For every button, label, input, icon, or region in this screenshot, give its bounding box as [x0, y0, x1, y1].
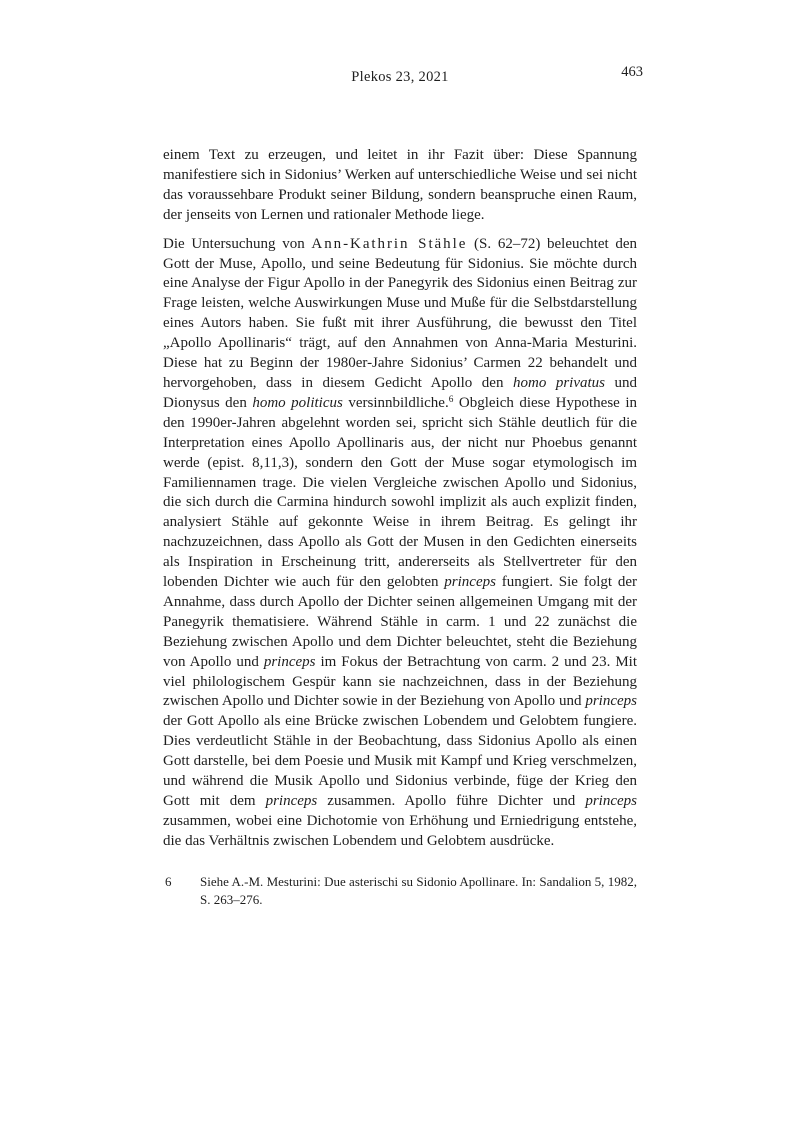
latin-term: princeps [265, 793, 318, 809]
body-text: einem Text zu erzeugen, und leitet in ihr Fazit über: Diese Spannung manifestiere sich in Sidonius’ Werken auf unterschiedliche Weise und sei nicht das voraussehbare Produkt seiner Bildung, sondern beanspruche einen Raum, der jenseits von Lernen und rationaler Methode liege. [163, 147, 637, 223]
body-text: fungiert. Sie folgt der Annahme, dass durch Apollo der Dichter seinen allgemeinen Umgang mit der Panegyrik thematisiere. Während Stähle in carm. 1 und 22 zunächst die Beziehung zwischen Apollo und dem Dichter beleuchtet, steht die Beziehung von Apollo und [163, 574, 638, 670]
body-text: Obgleich diese Hypothese in den 1990er-Jahren abgelehnt worden sei, spricht sich Stähle deutlich für die Interpretation eines Apollo Apollinaris aus, der nicht nur Phoebus genannt werde (epist. 8,11,3), sondern den Gott der Muse sogar etymologisch im Familiennamen trage. Die vielen Vergleiche zwischen Apollo und Sidonius, die sich durch die Carmina hindurch sowohl implizit als auch explizit finden, analysiert Stähle auf gekonnte Weise in ihrem Beitrag. Es gelingt ihr nachzuzeichnen, dass Apollo als Gott der Musen in den Gedichten einerseits als Inspiration in Erscheinung tritt, andererseits als Stellvertreter für den lobenden Dichter wie auch für den gelobten [163, 394, 637, 591]
author-name: Ann-Kathrin Stähle [311, 235, 468, 252]
paragraphs [163, 146, 637, 852]
running-header [163, 64, 643, 86]
body-text: zusammen. Apollo führe Dichter und [317, 793, 586, 809]
latin-term: homo privatus [512, 374, 605, 391]
footnote-reference: 6 [448, 394, 454, 405]
latin-term: princeps [263, 653, 316, 670]
page-number: 463 [621, 64, 643, 80]
latin-term: homo politicus [252, 394, 343, 411]
body-text: der Gott Apollo als eine Brücke zwischen Lobendem und Gelobtem fungiere. Dies verdeutlicht Stähle in der Beobachtung, dass Sidonius Apollo als einen Gott darstelle, bei dem Poesie und Musik mit Kampf und Krieg verschmelzen, und während die Musik Apollo und Sidonius verbinde, füge der Krieg den Gott mit dem [163, 713, 637, 809]
latin-term: princeps [585, 693, 637, 710]
latin-term: princeps [444, 574, 496, 591]
footnote [163, 873, 637, 908]
body-text: und Dionysus den [163, 374, 638, 411]
paragraph [163, 146, 637, 226]
body-text: versinnbildliche. [342, 394, 449, 411]
body-text: zusammen, wobei eine Dichotomie von Erhöhung und Erniedrigung entstehe, die das Verhältnis zwischen Lobendem und Gelobtem ausdrücke. [163, 812, 637, 849]
footnote-text: Siehe A.-M. Mesturini: Due asterischi su Sidonio Apollinare. In: Sandalion 5, 1982, S. 263–276. [200, 874, 637, 907]
paragraph [163, 235, 637, 852]
footnote-number: 6 [165, 874, 172, 889]
body-text: (S. 62–72) beleuchtet den Gott der Muse, Apollo, und seine Bedeutung für Sidonius. Sie möchte durch eine Analyse der Figur Apollo in der Panegyrik des Sidonius einen Beitrag zur Frage leisten, welche Auswirkungen Muse und Muße für die Selbstdarstellung eines Autors haben. Sie fußt mit ihrer Ausführung, die bewusst den Titel „Apollo Apollinaris“ trägt, auf den Annahmen von Anna-Maria Mesturini. Diese hat zu Beginn der 1980er-Jahre Sidonius’ Carmen 22 behandelt und hervorgehoben, dass in diesem Gedicht Apollo den [163, 235, 637, 391]
body-text: im Fokus der Betrachtung von carm. 2 und 23. Mit viel philologischem Gespür kann sie nachzeichnen, dass in der Beziehung zwischen Apollo und Dichter sowie in der Beziehung von Apollo und [163, 653, 637, 710]
body-text: Die Untersuchung von [163, 235, 312, 252]
journal-title: Plekos 23, 2021 [351, 69, 449, 85]
latin-term: princeps [585, 793, 637, 809]
